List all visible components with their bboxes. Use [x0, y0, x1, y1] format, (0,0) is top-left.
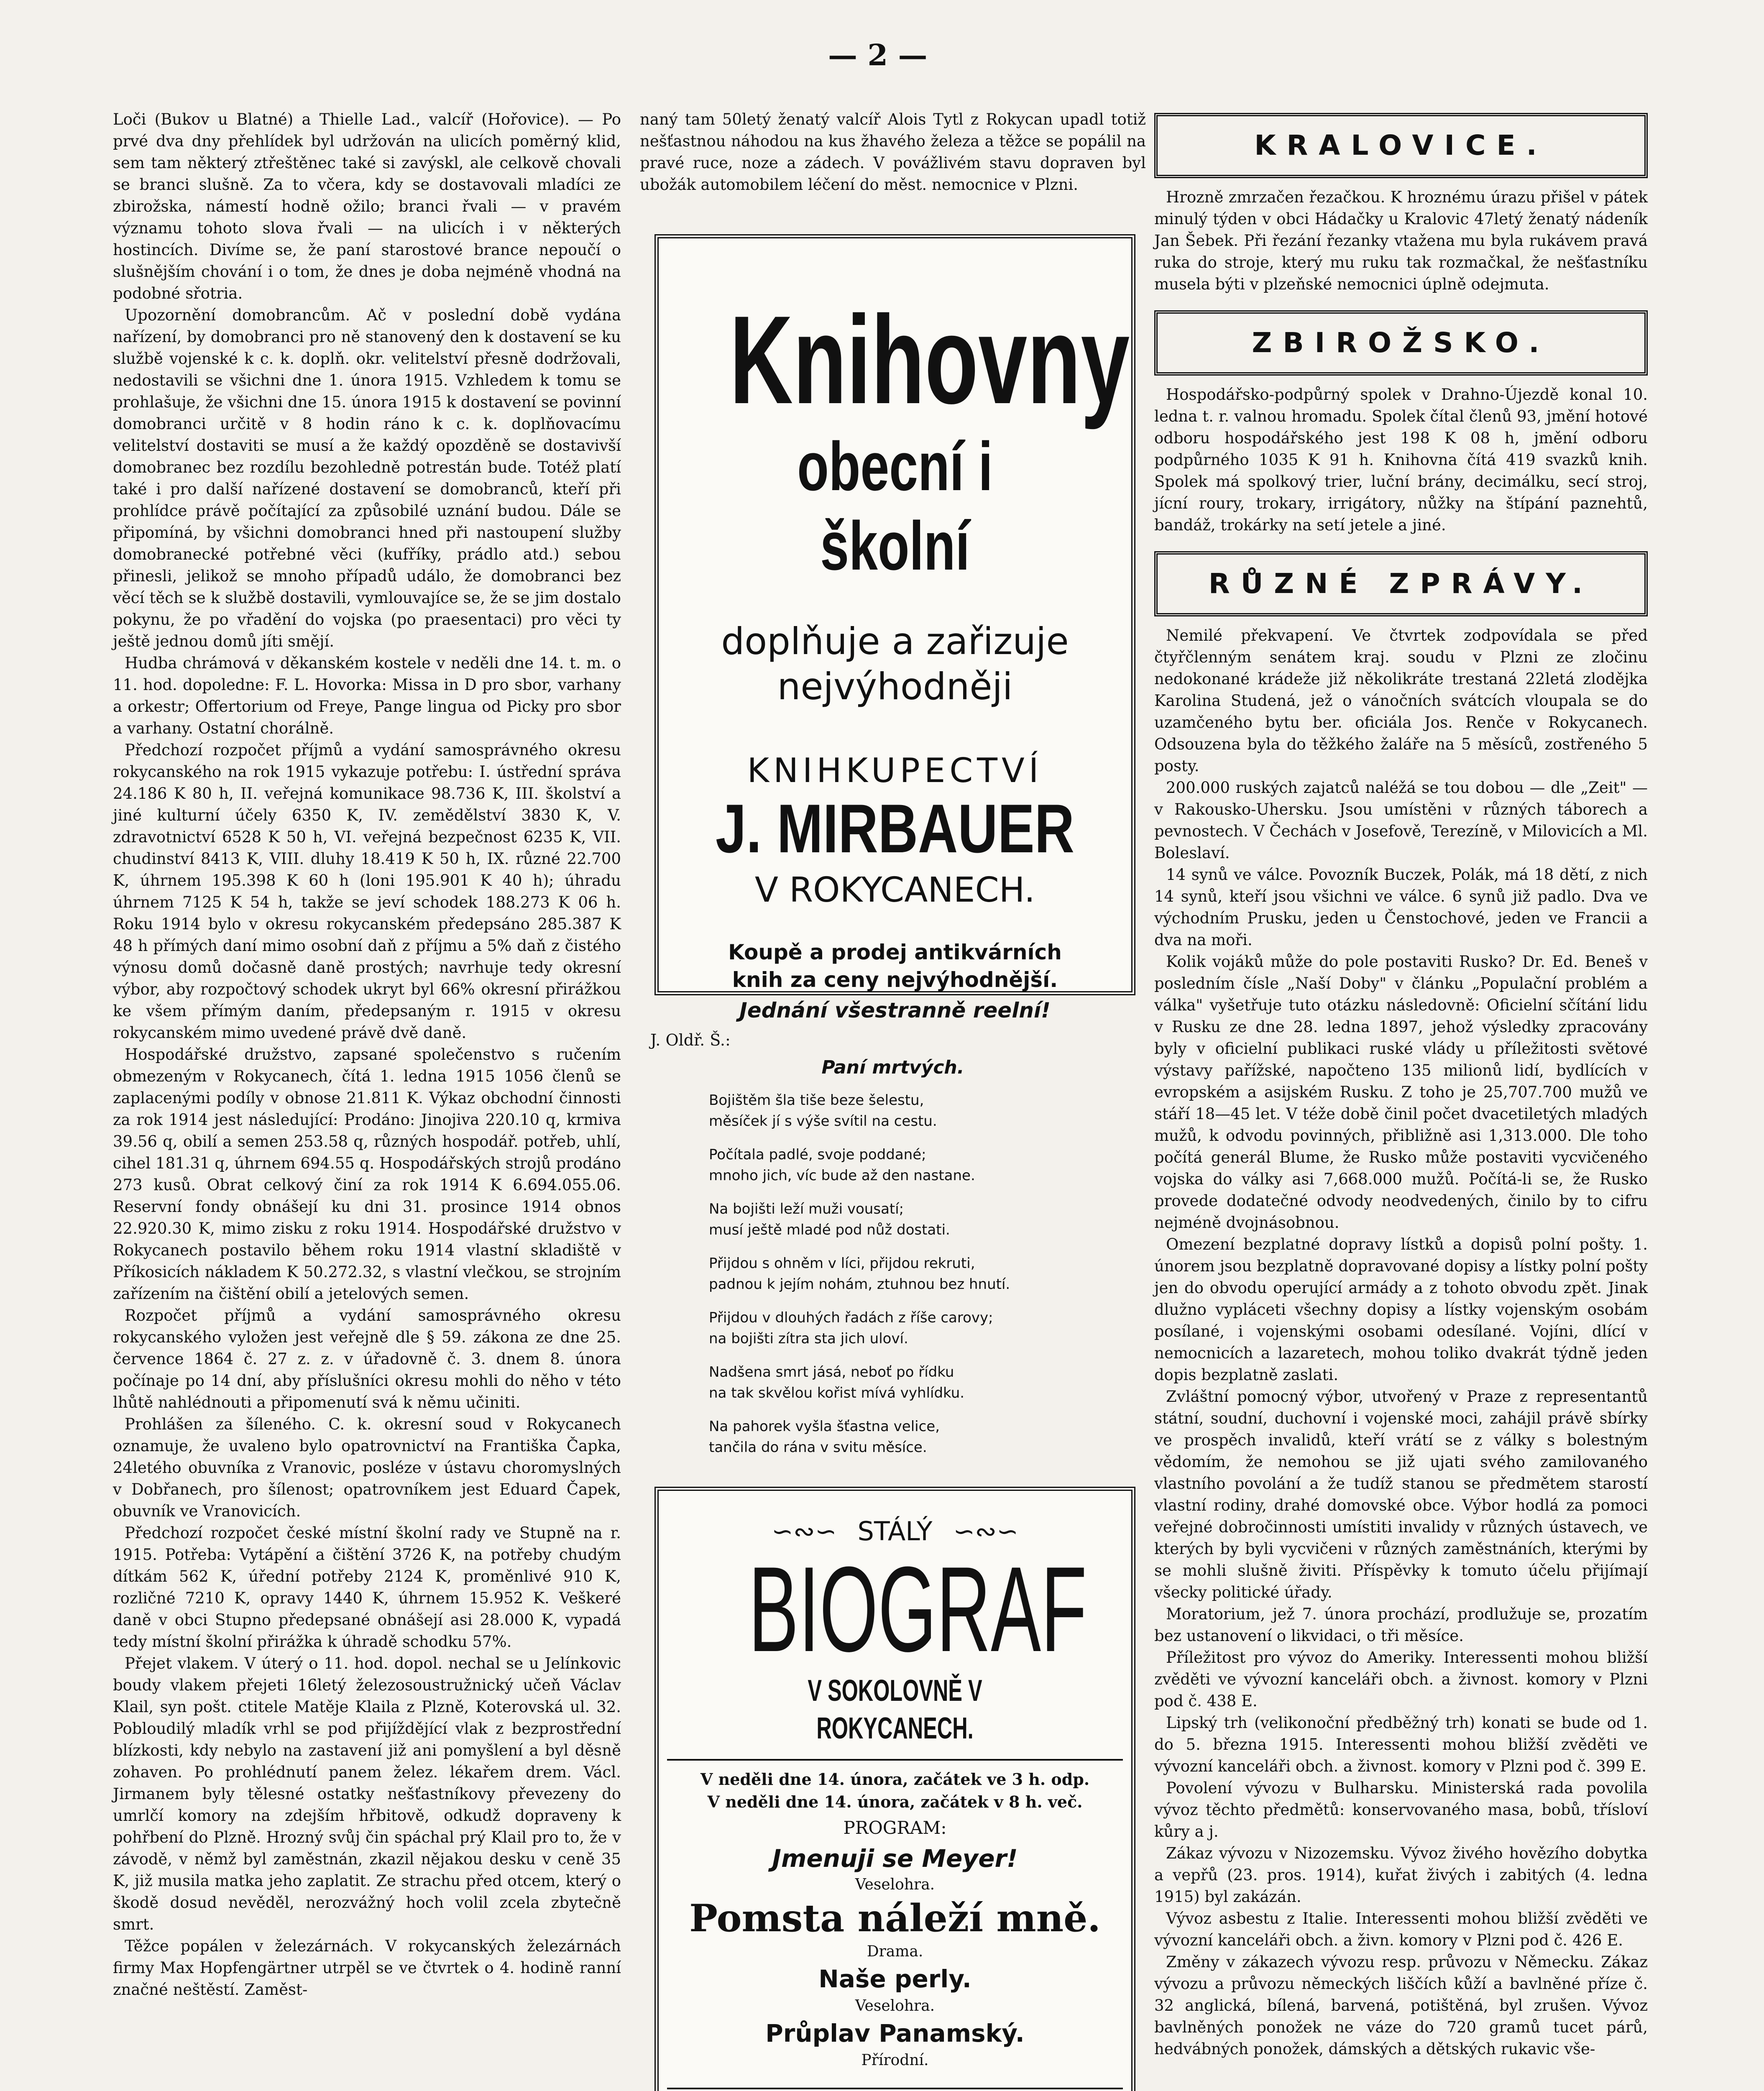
column-right — [1154, 113, 1648, 2060]
poem-stanza: Bojištěm šla tiše beze šelestu, měsíček jí s výše svítil na cestu. — [709, 1092, 937, 1130]
column-middle-top — [640, 109, 1146, 196]
article-prejet-vlakem: Přejet vlakem. V úterý o 11. hod. dopol. nechal se u Jelínkovic boudy vlakem přejeti 16letý železosoustružnický učeň Václav Klail, syn pošt. ctitele Matěje Klaila z Plzně, Koterovská ul. 32. Pobloudilý mladík vrhl se pod přijíždějící vlak z bezprostřední blízkosti, kdy nebylo na zastavení již ani pomyšlení a byl děsně zohaven. Po prohlédnutí panem želez. lékařem drem. Václ. Jirmanem byly tělesné ostatky nešťastníkovy převezeny do umrlčí komory na zdejším hřbitově, odkudž dopraveny k pohřbení do Plzně. Hrozný svůj čin spáchal prý Klail pro to, že v závodě, v němž byl zaměstnán, zkazil nějakou desku v ceně 35 K, již musila matka jeho zaplatit. Ze strachu před otcem, který o škodě dosud nevěděl, nerozvážný hoch volil zcela zbytečně smrt. — [113, 1654, 621, 1933]
article-text: Loči (Bukov u Blatné) a Thielle Lad., valcíř (Hořovice). — Po prvé dva dny přehlídek byl udržován na ulicích poměrný klid, sem tam některý ztřeštěnec také si zavýskl, ale celkově chovali se branci slušně. Za to včera, kdy se dostavovali mladíci ze zbirožska, námestí hodně ožilo; branci řvali — v pravém významu tohoto slova řvali — na ulicích i v některých hostincích. Divíme se, že paní starostové brance nepoučí o slušnějším chování i o tom, že dnes je doba nejméně vhodná na podobné sřotria. — [113, 110, 621, 302]
film-title: Naše perly. — [818, 1965, 971, 1993]
poem-stanza: Počítala padlé, svoje poddané; mnoho jich, víc bude až den nastane. — [709, 1146, 975, 1184]
poem-stanza: Nadšena smrt jásá, neboť po řídku na tak skvělou kořist mívá vyhlídku. — [709, 1364, 965, 1401]
film-title: Jmenuji se Meyer! — [772, 1844, 1018, 1873]
ad-title: Knihovny — [729, 289, 1130, 430]
article-hudba: Hudba chrámová v děkanském kostele v neděli dne 14. t. m. o 11. hod. dopoledne: F. L. Hovorka: Missa in D pro sbor, varhany a orkestr; Offertorium od Freye, Pange lingua od Picky pro sbor a varhany. Ostatní chorálně. — [113, 654, 621, 737]
biograf-show1: V neděli dne 14. února, začátek ve 3 h. odp. — [700, 1770, 1090, 1789]
film-genre: Veselohra. — [855, 1876, 935, 1893]
article-kralovice: Hrozně zmrzačen řezačkou. K hroznému úrazu přišel v pátek minulý týden v obci Hádačky u Kralovic 47letý ženatý nádeník Jan Šebek. Při řezání řezanky vtažena mu byla rukávem pravá ruka do stroje, který mu ruku tak rozmačkal, že nešťastníku musela býti v plzeňské nemocnici úplně odejmuta. — [1154, 188, 1648, 293]
ad-note1: Koupě a prodej antikvárních — [728, 940, 1062, 964]
ad-line2: nejvýhodněji — [777, 665, 1013, 708]
ad-firm-name: J. MIRBAUER — [715, 790, 1075, 867]
ornament-icon: ∽∾∽ — [953, 1516, 1019, 1547]
article-upozorneni: Upozornění domobrancům. Ač v poslední době vydána nařízení, by domobranci pro ně stanovený den k dostavení se ku službě vojenské k c. k. doplň. okr. velitelství přesně dodržovali, nedostavili se všichni dne 1. února 1915. Vzhledem k tomu se prohlašuje, že všichni dne 15. února 1915 k dostavení se povinní domobranci určitě v 8 hodin ráno k c. k. doplňovacímu velitelství dostaviti se musí a že každý opozděně se dostavivší domobranec bez rozdílu bezohledně potrestán bude. Totéž platí také i pro další nařízené dostavení se domobranců, kteří při prohlídce právě počítající za způsobilé uznání budou. Dále se připomíná, by všichni domobranci hned při nastoupení služby domobranecké potřebné věci (kufříky, prádlo atd.) sebou přinesli, jelikož se mnoho případů událo, že domobranci bez věcí těch se k službě dostavili, vymlouvajíce se, že se jim dostalo pokynu, že po vřadění do vojska (po praesentaci) pro věci ty ještě jednou domů jíti smějí. — [113, 306, 621, 650]
biograf-program: PROGRAM: — [843, 1817, 947, 1838]
film-title: Průplav Panamský. — [765, 2019, 1025, 2048]
biograf-show2: V neděli dne 14. února, začátek v 8 h. več. — [707, 1792, 1083, 1811]
article-rozpocet-okres: Předchozí rozpočet příjmů a vydání samosprávného okresu rokycanského na rok 1915 vykazuje potřebu: I. ústřední správa 24.186 K 80 h, II. veřejná komunikace 98.736 K, III. školství a jiné kulturní účely 6350 K, IV. zemědělství 3830 K, V. zdravotnictví 6528 K 50 h, VI. veřejná bezpečnost 6235 K, VII. chudinství 8413 K, VIII. dluhy 18.419 K 50 h, IX. různé 22.700 K, úhrnem 195.398 K 60 h (loni 195.901 K 40 h); úhradu úhrnem 7125 K 54 h, takže se jeví schodek 188.273 K 06 h. Roku 1914 bylo v okresu rokycanském předepsáno 285.387 K 48 h přímých daní mimo osobní daň z příjmu a 5% daň z čistého výnosu domů dočasně daně prostých; navrhuje tedy okresní výbor, aby rozpočtový schodek ukryt byl 66% okresní přirážkou ke všem přímým daním, předepsaným r. 1915 v okresu rokycanském mimo uvedené právě dvě daně. — [113, 741, 621, 1042]
section-heading: KRALOVICE. — [1154, 113, 1648, 178]
ad-subtitle: obecní i školní — [797, 428, 993, 584]
ad-note2: knih za ceny nejvýhodnější. — [732, 968, 1058, 992]
news-item: 200.000 ruských zajatců naléžá se tou dobou — dle „Zeit" — v Rakousko-Uhersku. Jsou umístěni v různých táborech a pevnostech. V Čechách v Josefově, Terezíně, v Milovicích a Ml. Boleslaví. — [1154, 779, 1648, 862]
news-item: Vývoz asbestu z Italie. Interessenti mohou bližší zvěděti ve vývozní kanceláři obch. a živn. komory v Plzni pod č. 426 E. — [1154, 1910, 1648, 1949]
article-silenec: Prohlášen za šíleného. C. k. okresní soud v Rokycanech oznamuje, že uvaleno bylo opatrovnictví na Františka Čapka, 24letého obuvníka z Vranovic, posléze v ústavu choromyslných v Dobřanech, pro šílenost; opatrovníkem jest Eduard Čapek, obuvník ve Vranovicích. — [113, 1415, 621, 1520]
news-item: Zvláštní pomocný výbor, utvořený v Praze z representantů státní, soudní, duchovní i vojenské moci, zahájil právě sbírky ve prospěch invalidů, kteří vrátí se z války s bolestným vědomím, že nemohou se již ujati svého zamilovaného vlastního povolání a že tudíž stanou se předmětem starostí vlastní rodiny, drahé domovské obce. Výbor hodlá za pomoci veřejné dobročinnosti umístiti invalidy v různých ústavech, ve kterých by byli vycvičeni v různých zaměstnáních, kterými by se mohli slušně živiti. Příspěvky k tomuto účelu přijímají všecky politické úřady. — [1154, 1388, 1648, 1601]
news-item: Změny v zákazech vývozu resp. průvozu v Německu. Zákaz vývozu a průvozu německých liščích kůží a bavlněné příze č. 32 anglická, bílená, barvená, potištěná, byl zrušen. Vývoz bavlněných ponožek ne váze do 720 gramů tucet párů, hedvábných ponožek, dámských a dětských rukavic vše- — [1154, 1953, 1648, 2058]
article-skolni-rada: Předchozí rozpočet české místní školní rady ve Stupně na r. 1915. Potřeba: Vytápění a čištění 3726 K, na potřeby chudým dítkám 562 K, úřední potřeby 2124 K, proměnlivé 910 K, rozličné 7210 K, opravy 1440 K, úhrnem 15.952 K. Veškeré daně v obci Stupno předepsané obnášejí asi 28.000 K, vypadá tedy místní školní přirážka k úhradě schodku 57%. — [113, 1524, 621, 1651]
article-zbirozsko: Hospodářsko-podpůrný spolek v Drahno-Újezdě konal 10. ledna t. r. valnou hromadu. Spolek čítal členů 93, jmění hotové odboru hospodářského jest 198 K 08 h, jmění odboru podpůrného 1035 K 91 h. Knihovna čítá 419 svazků knih. Spolek má spolkový trier, luční brány, decimálku, secí stroj, jícní roury, trokary, irrigátory, nůžky na štípání paznehtů, bandáž, trokárky na setí jetele a jiné. — [1154, 386, 1648, 534]
poem-body — [650, 1090, 1135, 1458]
ad-line1: doplňuje a zařizuje — [721, 620, 1069, 663]
advert-biograf — [654, 1487, 1135, 2091]
poem-stanza: Na pahorek vyšla šťastna velice, tančila do rána v svitu měsíce. — [709, 1418, 940, 1456]
column-left — [113, 109, 621, 2001]
news-item: Moratorium, jež 7. února prochází, prodlužuje se, prozatím bez ustanovení o likvidaci, o tři měsíce. — [1154, 1605, 1648, 1645]
section-heading: RŮZNÉ ZPRÁVY. — [1154, 551, 1648, 616]
news-item: Kolik vojáků může do pole postaviti Rusko? Dr. Ed. Beneš v posledním čísle „Naší Doby" v článku „Populační problém a válka" vyšetřuje tuto otázku následovně: Oficielní sčítání lidu v Rusku ze dne 28. ledna 1897, jehož výsledky zpracovány byly v oficielní publikaci ruské vlády u příležitosti světové výstavy pařížské, napočteno 135 milionů lidí, bydlících v evropském a asijském Rusku. Z toho je 25,707.700 mužů ve stáří 18—45 let. V téže době činil počet dvacetiletých mladých mužů, k odvodu povinných, přibližně asi 1,313.000. Dle toho počítá generál Blume, že Rusko může postaviti vycvičeného vojska do války asi 7,668.000 mužů. Počítá-li se, že Rusko provede dodatečné odvody neodvedených, činilo by to cifru nejméně dvojnásobnou. — [1154, 953, 1648, 1232]
biograf-title: BIOGRAF — [748, 1541, 1087, 1677]
film-genre: Veselohra. — [855, 1997, 935, 2014]
news-item: Lipský trh (velikonoční předběžný trh) konati se bude od 1. do 5. března 1915. Interessenti mohou bližší zvěděti ve vývozní kanceláři obch. a živnost. komory v Plzni pod č. 399 E. — [1154, 1714, 1648, 1775]
poem-stanza: Na bojišti leží muži vousatí; musí ještě mladé pod nůž dostati. — [709, 1201, 950, 1238]
page-number: — 2 — — [828, 38, 928, 72]
poem-title: Paní mrtvých. — [821, 1057, 964, 1078]
news-item: Omezení bezplatné dopravy lístků a dopisů polní pošty. 1. únorem jsou bezplatně dopravované dopisy a lístky polní pošty jen do obvodu operující armády a z tohoto obvodu zpět. Jinak dlužno vypláceti všechny dopisy a lístky vojenským osobám posílané, i vojenskými osobami odesílané. Vojíni, dlící v nemocnicích a lazaretech, mohou toliko dvakrát týdně jeden dopis bezplatně zaslati. — [1154, 1235, 1648, 1384]
ad-firm-label: KNIHKUPECTVÍ — [747, 751, 1043, 790]
section-heading: ZBIROŽSKO. — [1154, 310, 1648, 376]
article-continuation: naný tam 50letý ženatý valcíř Alois Tytl z Rokycan upadl totiž nešťastnou náhodou na kus žhavého železa a těžce se popálil na pravé ruce, noze a zádech. V povážlivém stavu dopraven byl ubožák automobilem léčení do měst. nemocnice v Plzni. — [640, 110, 1146, 194]
film-genre: Drama. — [867, 1943, 923, 1960]
article-druzstvo: Hospodářské družstvo, zapsané společenstvo s ručením obmezeným v Rokycanech, čítá 1. ledna 1915 1056 členů se zaplacenými podíly v obnose 21.811 K. Výkaz obchodní činnosti za rok 1914 jest následující: Prodáno: Jinojiva 220.10 q, krmiva 39.56 q, obilí a semen 253.58 q, různých hospodář. potřeb, uhlí, cihel 181.31 q, úhrnem 694.55 q. Hospodářských strojů prodáno 273 kusů. Obrat celkový činí za rok 1914 K 6.694.055.06. Reservní fondy obnášejí ku dni 31. prosince 1914 obnos 22.920.30 K, mimo zisku z roku 1914. Hospodářské družstvo v Rokycanech postavilo během roku 1914 vlastní skladiště v Příkosicích nákladem K 50.272.32, s vlastní vlečkou, se strojním zařízením na čištění obilí a jetelových semen. — [113, 1046, 621, 1303]
film-title: Pomsta náleží mně. — [689, 1896, 1101, 1940]
news-item: 14 synů ve válce. Povozník Buczek, Polák, má 18 dětí, z nich 14 synů, kteří jsou všichni ve válce. 6 synů již padlo. Dva ve východním Prusku, jeden u Čenstochové, jeden ve Francii a dva na moři. — [1154, 866, 1648, 949]
ad-note3: Jednání všestranně reelní! — [739, 998, 1051, 1022]
poem-author: J. Oldř. Š.: — [650, 1031, 731, 1049]
article-rozpocet-vylozen: Rozpočet příjmů a vydání samosprávného okresu rokycanského vyložen jest veřejně dle § 59. zákona ze dne 25. července 1864 č. 27 z. z. v úřadovně č. 3. dnem 8. února počínaje po 14 dní, aby příslušníci okresu mohli do něho v této lhůtě nahlédnouti a připomenutí svá k němu učiniti. — [113, 1306, 621, 1411]
poem — [650, 1031, 1135, 1470]
news-item: Příležitost pro vývoz do Ameriky. Interessenti mohou bližší zvěděti ve vývozní kanceláři obch. a živnost. komory v Plzni pod č. 438 E. — [1154, 1649, 1648, 1710]
ad-firm-place: V ROKYCANECH. — [754, 870, 1035, 910]
film-genre: Přírodní. — [861, 2052, 929, 2069]
biograf-place: V SOKOLOVNĚ V ROKYCANECH. — [808, 1674, 982, 1745]
poem-stanza: Přijdou s ohněm v líci, přijdou rekruti, padnou k jejím nohám, ztuhnou bez hnutí. — [709, 1255, 1010, 1293]
ornament-icon: ∽∾∽ — [771, 1516, 837, 1547]
news-item: Zákaz vývozu v Nizozemsku. Vývoz živého hovězího dobytka a vepřů (23. pros. 1914), kuřat živých i zabitých (4. ledna 1915) byl zakázán. — [1154, 1844, 1648, 1906]
news-item: Povolení vývozu v Bulharsku. Ministerská rada povolila vývoz těchto předmětů: konservovaného masa, bobů, třísloví kůry a j. — [1154, 1779, 1648, 1840]
biograf-top: ∽∾∽ STÁLÝ ∽∾∽ — [771, 1516, 1019, 1547]
news-item: Nemilé překvapení. Ve čtvrtek zodpovídala se před čtyřčlenným senátem kraj. soudu v Plzni ze zločinu nedokonané krádeže již několikráte trestaná 22letá zlodějka Karolina Studená, jež o vánočních svátcích vloupala se do uzamčeného bytu ber. oficiála Jos. Renče v Rokycanech. Odsouzena byla do těžkého žaláře na 5 měsíců, zostřeného 5 posty. — [1154, 626, 1648, 775]
poem-stanza: Přijdou v dlouhých řadách z říše carovy; na bojišti zítra sta jich uloví. — [709, 1309, 993, 1347]
advert-knihovny — [654, 234, 1135, 1022]
article-popalen: Těžce popálen v železárnách. V rokycanských železárnách firmy Max Hopfengärtner utrpěl se ve čtvrtek o 4. hodině ranní značné neštěstí. Zaměst- — [113, 1937, 621, 1999]
